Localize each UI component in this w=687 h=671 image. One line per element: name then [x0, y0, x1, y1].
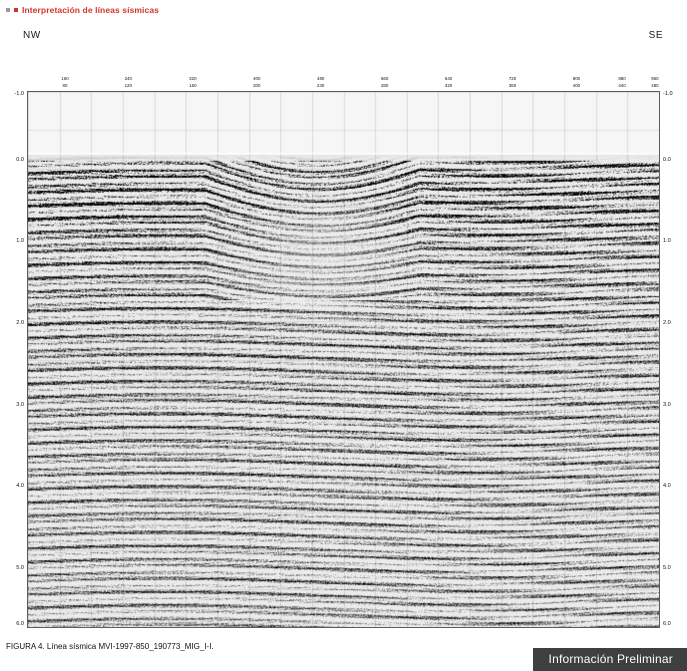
time-axis-tick	[659, 242, 660, 243]
seismic-section-image	[27, 91, 660, 628]
time-axis-label: 6.0	[16, 620, 24, 627]
figure-caption: FIGURA 4. Línea sísmica MVI-1997-850_190773_MIG_I-I.	[6, 642, 214, 651]
orientation-label-se: SE	[648, 30, 663, 41]
time-axis-tick	[659, 324, 660, 325]
time-axis-label: 0.0	[663, 156, 671, 163]
time-axis-label: 3.0	[16, 401, 24, 408]
time-axis-label: 4.0	[663, 483, 671, 490]
page-header	[6, 5, 159, 15]
time-axis-tick	[659, 161, 660, 162]
time-axis-label: 5.0	[16, 564, 24, 571]
cdp-tick-label: 720 360	[508, 76, 517, 88]
cdp-axis	[27, 72, 660, 91]
time-axis-tick	[27, 324, 28, 325]
cdp-tick-label: 240 120	[124, 76, 132, 88]
time-axis-label: 6.0	[663, 620, 671, 627]
time-axis-tick	[659, 569, 660, 570]
cdp-tick-label: 480 240	[317, 76, 325, 88]
time-axis-tick	[27, 487, 28, 488]
seismic-panel	[14, 72, 673, 628]
time-axis-label: 2.0	[16, 319, 24, 326]
time-axis-label: 5.0	[663, 564, 671, 571]
status-badge: Información Preliminar	[533, 648, 687, 671]
time-axis-label: 3.0	[663, 401, 671, 408]
time-axis-tick	[659, 487, 660, 488]
time-axis-tick	[27, 406, 28, 407]
seismic-traces-canvas	[28, 92, 659, 627]
time-axis-label: 2.0	[663, 319, 671, 326]
time-axis-tick	[659, 625, 660, 626]
cdp-tick-label: 560 280	[380, 76, 389, 88]
time-axis-tick	[659, 95, 660, 96]
cdp-tick-label: 160 80	[61, 76, 69, 88]
cdp-tick-label: 400 200	[253, 76, 261, 88]
square-bullet-grey-icon	[6, 8, 10, 12]
time-axis-label: -1.0	[14, 91, 24, 98]
time-axis-label: -1.0	[663, 91, 673, 98]
time-axis-label: 1.0	[16, 238, 24, 245]
time-axis-tick	[27, 242, 28, 243]
time-axis-tick	[27, 161, 28, 162]
time-axis-label: 1.0	[663, 238, 671, 245]
time-axis-tick	[27, 95, 28, 96]
cdp-tick-label: 320 160	[189, 76, 197, 88]
orientation-label-nw: NW	[23, 30, 41, 41]
cdp-tick-label: 960 480	[651, 76, 659, 88]
time-axis-label: 4.0	[16, 483, 24, 490]
time-axis-tick	[659, 406, 660, 407]
time-axis-tick	[27, 625, 28, 626]
cdp-tick-label: 800 400	[572, 76, 581, 88]
cdp-tick-label: 880 440	[618, 76, 626, 88]
time-axis-tick	[27, 569, 28, 570]
cdp-tick-label: 640 320	[444, 76, 453, 88]
square-bullet-red-icon	[14, 8, 18, 12]
page-title: Interpretación de líneas sísmicas	[22, 5, 159, 15]
time-axis-label: 0.0	[16, 156, 24, 163]
